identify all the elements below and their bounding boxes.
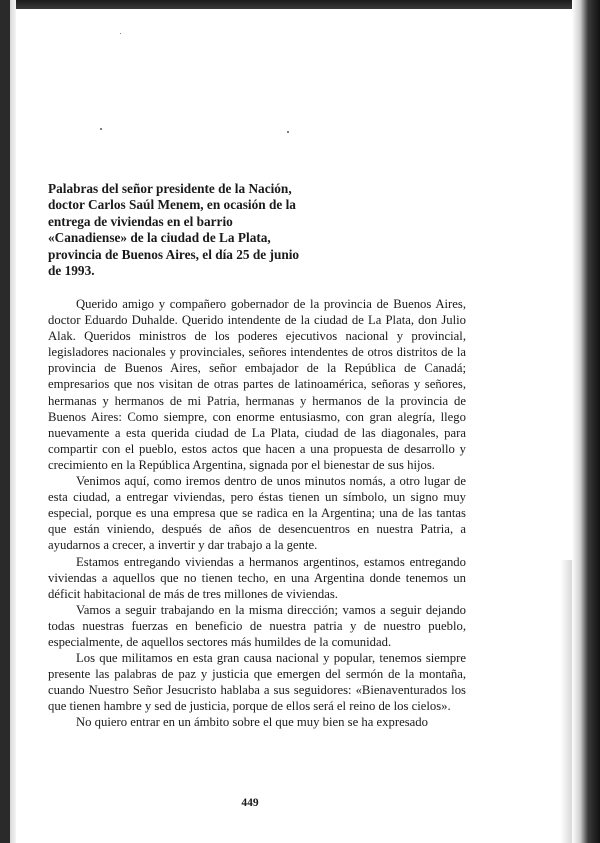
scan-border-top	[0, 0, 600, 9]
paragraph: No quiero entrar en un ámbito sobre el que muy bien se ha expresado	[76, 715, 428, 730]
paragraph: Estamos entregando viviendas a hermanos argentinos, estamos entregando viviendas a aquellos que no tienen techo, en una Argentina donde tenemos un déficit habitacional de más de tres millones de viviendas.	[48, 554, 466, 601]
scan-speck	[287, 131, 289, 133]
paragraph: Querido amigo y compañero gobernador de la provincia de Buenos Aires, doctor Eduardo Duhalde. Querido intendente de la ciudad de La Plata, don Julio Alak. Queridos ministros de los poderes ejecutivos nacional y provincial, legisladores nacionales y provinciales, señores intendentes de otros distritos de la provincia de Buenos Aires, señor embajador de la República de Canadá; empresarios que nos visitan de otras partes de latinoamérica, señoras y señores, hermanas y hermanos de mi Patria, hermanas y hermanos de la provincia de Buenos Aires: Como siempre, con enorme entusiasmo, con gran alegría, llego nuevamente a esta querida ciudad de La Plata, ciudad de las diagonales, para compartir con el pueblo, estos actos que hacen a una propuesta de desarrollo y crecimiento en la República Argentina, signada por el bienestar de sus hijos.	[48, 297, 466, 472]
scan-speck	[100, 128, 102, 130]
scan-shadow	[560, 560, 572, 843]
paragraph: Los que militamos en esta gran causa nacional y popular, tenemos siempre presente las palabras de paz y justicia que emergen del sermón de la montaña, cuando Nuestro Señor Jesucristo hablaba a sus seguidores: «Bienaventurados los que tienen hambre y sed de justicia, porque de ellos será el reino de los cielos».	[48, 651, 466, 714]
scan-speck	[120, 33, 121, 34]
speech-heading: Palabras del señor presidente de la Nación, doctor Carlos Saúl Menem, en ocasión de la entrega de viviendas en el barrio «Canadiense» de la ciudad de La Plata, provincia de Buenos Aires, el día 25 de junio de 1993.	[48, 181, 300, 279]
speech-body	[48, 296, 466, 731]
paragraph: Venimos aquí, como iremos dentro de unos minutos nomás, a otro lugar de esta ciudad, a entregar viviendas, pero éstas tienen un símbolo, un signo muy especial, porque es una empresa que se radica en la Argentina; una de las tantas que están viniendo, después de años de desencuentros en nuestra Patria, a ayudarnos a crecer, a invertir y dar trabajo a la gente.	[48, 474, 466, 553]
paragraph: Vamos a seguir trabajando en la misma dirección; vamos a seguir dejando todas nuestras fuerzas en beneficio de nuestra patria y de nuestro pueblo, especialmente, de aquellos sectores más humildes de la comunidad.	[48, 602, 466, 649]
scan-border-left	[0, 0, 16, 843]
page-number: 449	[241, 797, 259, 809]
scan-border-right	[572, 0, 600, 843]
